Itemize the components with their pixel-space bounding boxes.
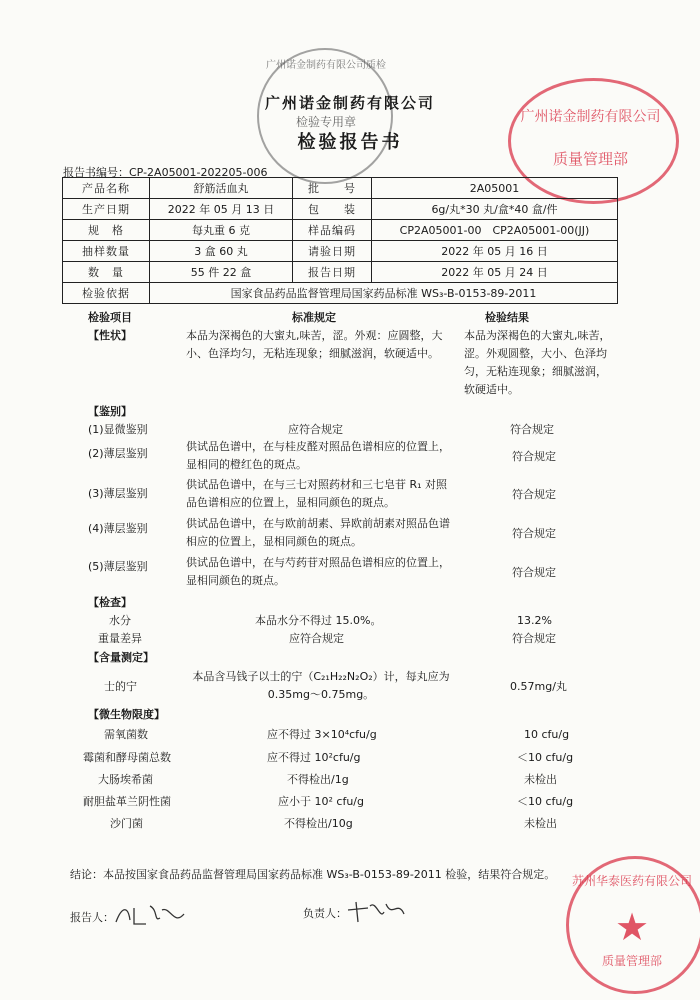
- micro-item: 沙门菌: [110, 817, 143, 830]
- micro-result: ＜10 cfu/g: [517, 795, 574, 808]
- batch-value: 2A05001: [371, 178, 617, 199]
- micro-result: ＜10 cfu/g: [517, 751, 574, 764]
- reporter-signature: [112, 900, 192, 930]
- sampling-qty-label: 抽样数量: [63, 241, 150, 262]
- micro-standard: 应小于 10² cfu/g: [278, 795, 364, 808]
- ident-result: 符合规定: [512, 450, 556, 463]
- column-result-header: 检验结果: [485, 311, 529, 324]
- inspection-item: 水分: [109, 614, 131, 627]
- sample-code-label: 样品编码: [292, 220, 371, 241]
- section-character: 【性状】: [88, 329, 132, 342]
- column-item-header: 检验项目: [88, 311, 132, 324]
- ident-result: 符合规定: [512, 527, 556, 540]
- micro-standard: 应不得过 3×10⁴cfu/g: [267, 728, 377, 741]
- responsible-signature: [344, 896, 410, 926]
- micro-item: 需氧菌数: [104, 728, 148, 741]
- ident-item: (4)薄层鉴别: [88, 522, 148, 535]
- micro-item: 大肠埃希菌: [98, 773, 153, 786]
- assay-result: 0.57mg/丸: [510, 680, 567, 693]
- inspection-standard: 本品水分不得过 15.0%。: [255, 614, 382, 627]
- assay-standard: 本品含马钱子以士的宁（C₂₁H₂₂N₂O₂）计，每丸应为 0.35mg～0.75mg。: [192, 670, 450, 701]
- ident-result: 符合规定: [512, 488, 556, 501]
- package-value: 6g/丸*30 丸/盒*40 盒/件: [371, 199, 617, 220]
- column-standard-header: 标准规定: [292, 311, 336, 324]
- production-date-label: 生产日期: [63, 199, 150, 220]
- reporter-label: 报告人：: [70, 911, 114, 924]
- micro-item: 耐胆盐革兰阴性菌: [83, 795, 171, 808]
- quantity-value: 55 件 22 盒: [150, 262, 293, 283]
- suzhou-stamp-top-text: 苏州华泰医药有限公司: [571, 874, 692, 888]
- conclusion: 结论：本品按国家食品药品监督管理局国家药品标准 WS₃-B-0153-89-2011 检验，结果符合规定。: [70, 868, 556, 881]
- ident-item: (3)薄层鉴别: [88, 487, 148, 500]
- info-row: [63, 220, 618, 241]
- basis-label: 检验依据: [63, 283, 150, 304]
- ident-item: (2)薄层鉴别: [88, 447, 148, 460]
- report-date-label: 报告日期: [292, 262, 371, 283]
- ident-standard: 应符合规定: [288, 423, 343, 436]
- section-microbial: 【微生物限度】: [88, 708, 165, 721]
- production-date-value: 2022 年 05 月 13 日: [150, 199, 293, 220]
- micro-item: 霉菌和酵母菌总数: [83, 751, 171, 764]
- info-row: [63, 283, 618, 304]
- ident-standard: 供试品色谱中，在与三七对照药材和三七皂苷 R₁ 对照品色谱相应的位置上，显相同颜色的斑点。: [186, 478, 448, 509]
- basis-value: 国家食品药品监督管理局国家药品标准 WS₃-B-0153-89-2011: [150, 283, 618, 304]
- micro-result: 未检出: [524, 817, 557, 830]
- report-date-value: 2022 年 05 月 24 日: [371, 262, 617, 283]
- ident-result: 符合规定: [510, 423, 554, 436]
- info-row: [63, 178, 618, 199]
- ident-item: (5)薄层鉴别: [88, 560, 148, 573]
- inspection-item: 重量差异: [98, 632, 142, 645]
- inspection-standard: 应符合规定: [289, 632, 344, 645]
- company-name: 广州诺金制药有限公司: [264, 94, 435, 112]
- micro-standard: 不得检出/10g: [284, 817, 353, 830]
- inspection-result: 符合规定: [512, 632, 556, 645]
- package-label: 包 装: [292, 199, 371, 220]
- qa-stamp-top-text: 广州诺金制药有限公司: [520, 109, 661, 125]
- section-identification: 【鉴别】: [88, 405, 132, 418]
- assay-item: 士的宁: [104, 680, 137, 693]
- sampling-qty-value: 3 盒 60 丸: [150, 241, 293, 262]
- micro-standard: 不得检出/1g: [287, 773, 349, 786]
- suzhou-stamp-bottom-text: 质量管理部: [601, 954, 662, 968]
- document-title: 检验报告书: [297, 132, 403, 153]
- micro-result: 未检出: [524, 773, 557, 786]
- section-inspection: 【检查】: [88, 596, 132, 609]
- batch-label: 批 号: [292, 178, 371, 199]
- star-icon: ★: [614, 905, 650, 949]
- product-name-label: 产品名称: [63, 178, 150, 199]
- section-assay: 【含量测定】: [88, 651, 154, 664]
- character-standard: 本品为深褐色的大蜜丸,味苦，涩。外观：应圆整，大小、色泽均匀，无粘连现象；细腻滋润，软硬适中。: [186, 329, 443, 360]
- micro-result: 10 cfu/g: [524, 728, 570, 741]
- inspection-stamp-bottom-text: 检验专用章: [295, 115, 356, 129]
- responsible-label: 负责人：: [303, 907, 347, 920]
- info-row: [63, 241, 618, 262]
- report-number: 报告书编号：CP-2A05001-202205-006: [63, 166, 268, 179]
- ident-standard: 供试品色谱中，在与芍药苷对照品色谱相应的位置上，显相同颜色的斑点。: [186, 556, 450, 587]
- product-name-value: 舒筋活血丸: [150, 178, 293, 199]
- micro-standard: 应不得过 10²cfu/g: [267, 751, 361, 764]
- ident-item: (1)显微鉴别: [88, 423, 148, 436]
- ident-standard: 供试品色谱中，在与桂皮醛对照品色谱相应的位置上，显相同的橙红色的斑点。: [186, 440, 450, 471]
- inspection-stamp-top-text: 广州诺金制药有限公司质检: [266, 60, 386, 71]
- inspection-result: 13.2%: [517, 614, 552, 627]
- product-info-table: [62, 177, 618, 304]
- character-result: 本品为深褐色的大蜜丸,味苦，涩。外观圆整，大小、色泽均匀，无粘连现象；细腻滋润，软硬适中。: [464, 329, 611, 396]
- spec-label: 规 格: [63, 220, 150, 241]
- request-date-label: 请验日期: [292, 241, 371, 262]
- spec-value: 每丸重 6 克: [150, 220, 293, 241]
- quantity-label: 数 量: [63, 262, 150, 283]
- qa-stamp-bottom-text: 质量管理部: [552, 150, 628, 168]
- ident-standard: 供试品色谱中，在与欧前胡素、异欧前胡素对照品色谱相应的位置上，显相同颜色的斑点。: [186, 517, 450, 548]
- sample-code-value: CP2A05001-00 CP2A05001-00(JJ): [371, 220, 617, 241]
- ident-result: 符合规定: [512, 566, 556, 579]
- info-row: [63, 199, 618, 220]
- request-date-value: 2022 年 05 月 16 日: [371, 241, 617, 262]
- info-row: [63, 262, 618, 283]
